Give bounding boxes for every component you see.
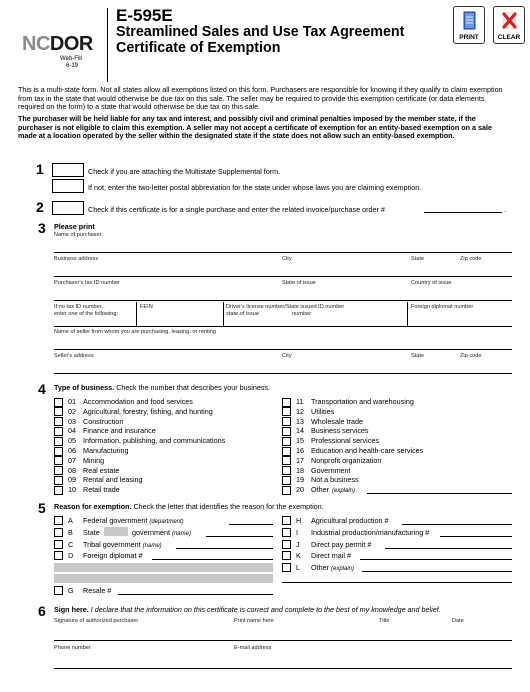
- type-of-business-instruction: Check the number that describes your business.: [116, 383, 270, 392]
- business-type-row: [54, 456, 104, 466]
- reason-j-label: Direct pay permit #: [311, 540, 372, 549]
- seller-state-label: State: [411, 353, 425, 359]
- name-of-purchaser-field[interactable]: [54, 252, 512, 253]
- liability-paragraph: The purchaser will be held liable for any tax and interest, and possibly civil and criminal penalties imposed by the member state, if the purchaser is not eligible to claim this exemption. A seller may not accept a certificate of exemption for an entity-based exemption on a sale made at a location operated by the seller within the designated state if the state does not allow such an entity-based exemption.: [18, 114, 492, 141]
- business-type-label: Wholesale trade: [311, 416, 363, 426]
- section-6-number: 6: [38, 603, 46, 619]
- email-label: E-mail address: [234, 645, 272, 651]
- business-type-code: 07: [68, 455, 76, 465]
- reason-a-text: Federal government: [83, 516, 148, 525]
- reason-l-text: Other: [311, 563, 329, 572]
- business-type-code: 19: [296, 475, 304, 485]
- reason-g-checkbox[interactable]: [54, 586, 63, 595]
- business-type-row: [282, 456, 381, 466]
- revision-label: 6-19: [66, 63, 79, 69]
- business-type-code: 16: [296, 446, 304, 455]
- seller-name-field[interactable]: [54, 349, 512, 350]
- business-type-checkbox[interactable]: [282, 476, 291, 485]
- business-type-label: Not a business: [311, 475, 359, 485]
- reason-c-text: Tribal government: [83, 540, 141, 549]
- reason-i-field[interactable]: [440, 536, 512, 537]
- reason-h-checkbox[interactable]: [282, 516, 291, 525]
- state-label: State: [411, 256, 425, 262]
- business-type-checkbox[interactable]: [54, 486, 63, 495]
- reason-c-checkbox[interactable]: [54, 540, 63, 549]
- reason-b-state-label: State: [83, 528, 100, 537]
- business-type-checkbox[interactable]: [54, 456, 63, 465]
- reason-h-letter: H: [296, 516, 302, 525]
- business-type-row: [54, 446, 129, 456]
- reason-j-letter: J: [296, 540, 300, 549]
- reason-k-field[interactable]: [360, 559, 512, 560]
- reason-k-letter: K: [296, 551, 301, 560]
- business-type-row: [282, 436, 379, 446]
- signature-label: Signature of authorized purchaser: [54, 618, 139, 624]
- reason-c-note: (name): [142, 543, 162, 549]
- title-line-1: Streamlined Sales and Use Tax Agreement: [116, 24, 405, 40]
- business-type-checkbox[interactable]: [282, 447, 291, 456]
- business-type-other-field[interactable]: [367, 493, 512, 494]
- diplomat-divider: [407, 302, 408, 326]
- print-name-label: Print name here: [234, 618, 274, 624]
- fein-divider: [136, 302, 137, 326]
- reason-h-field[interactable]: [402, 524, 512, 525]
- reason-g-label: Resale #: [83, 586, 112, 595]
- business-address-field[interactable]: [54, 276, 512, 277]
- title-line-2: Certificate of Exemption: [116, 40, 281, 56]
- no-tax-id-label-2: enter one of the following:: [54, 311, 119, 317]
- reason-a-label: [83, 516, 184, 525]
- business-type-checkbox[interactable]: [282, 398, 291, 407]
- reason-c-letter: C: [68, 540, 74, 549]
- business-type-row: [282, 446, 423, 456]
- reason-j-field[interactable]: [385, 548, 512, 549]
- title-label: Title: [379, 618, 390, 624]
- reason-e-redacted-row: [54, 563, 273, 572]
- business-type-label: Rental and leasing: [83, 475, 143, 485]
- sign-here-heading: [54, 605, 441, 614]
- phone-label: Phone number: [54, 645, 91, 651]
- print-icon: [462, 11, 477, 30]
- reason-l-label: [311, 563, 354, 572]
- business-type-row: [54, 485, 120, 495]
- reason-a-letter: A: [68, 516, 73, 525]
- type-of-business-heading: [54, 383, 270, 392]
- business-type-code: 03: [68, 416, 76, 426]
- reason-d-field[interactable]: [152, 559, 273, 560]
- business-type-label: Professional services: [311, 436, 379, 446]
- intro-paragraph: This is a multi-state form. Not all states allow all exemptions listed on this form. Purchasers are responsible for knowing if they qualify to claim exemption from tax in the state that would otherwise be due tax on this sale. The seller may be required to provide this exemption certificate (or data elements required on the form) to a state that would otherwise be due tax on this sale.: [18, 85, 503, 112]
- business-type-checkbox[interactable]: [282, 486, 291, 495]
- tax-id-label: Purchaser's tax ID number: [54, 280, 121, 286]
- section-1-number: 1: [36, 161, 44, 177]
- reason-b-state-field[interactable]: [104, 527, 128, 536]
- reason-i-label: Industrial production/manufacturing #: [311, 528, 430, 537]
- business-type-note: (explain): [331, 488, 355, 495]
- reason-b-letter: B: [68, 528, 73, 537]
- business-type-checkbox[interactable]: [54, 476, 63, 485]
- seller-address-field[interactable]: [54, 373, 512, 374]
- name-of-purchaser-label: Name of purchaser: [54, 232, 102, 238]
- reason-l-field-2[interactable]: [282, 582, 512, 583]
- phone-email-field[interactable]: [54, 668, 512, 669]
- reason-a-field[interactable]: [229, 524, 273, 525]
- business-type-code: 02: [68, 406, 76, 416]
- business-type-checkbox[interactable]: [282, 427, 291, 436]
- print-button[interactable]: [453, 6, 485, 44]
- business-type-label: Agricultural, forestry, fishing, and hunting: [83, 406, 213, 416]
- fein-label[interactable]: FEIN: [140, 304, 153, 310]
- business-type-label: Education and health-care services: [311, 446, 424, 455]
- business-type-checkbox[interactable]: [54, 398, 63, 407]
- business-type-code: 04: [68, 426, 76, 436]
- business-type-code: 08: [68, 465, 76, 475]
- business-type-code: 06: [68, 446, 76, 455]
- reason-c-field[interactable]: [176, 548, 273, 549]
- business-type-code: 12: [296, 406, 304, 416]
- city-label: City: [282, 256, 292, 262]
- section-2-period: .: [504, 205, 506, 214]
- multistate-supplemental-label: Check if you are attaching the Multistate Supplemental form.: [88, 167, 281, 176]
- business-type-row: [54, 475, 143, 485]
- date-label: Date: [452, 618, 464, 624]
- form-title: [116, 24, 404, 56]
- reason-k-label: Direct mail #: [311, 551, 351, 560]
- section-2-number: 2: [36, 199, 44, 215]
- business-type-row: [282, 426, 369, 436]
- reason-i-checkbox[interactable]: [282, 528, 291, 537]
- zip-label: Zip code: [460, 256, 482, 262]
- business-type-row: [282, 397, 414, 407]
- business-type-row: [54, 397, 193, 407]
- business-type-code: 01: [68, 397, 76, 406]
- business-type-label: Finance and insurance: [83, 426, 156, 436]
- business-type-checkbox[interactable]: [282, 466, 291, 475]
- business-type-row: [282, 475, 359, 485]
- signature-field[interactable]: [54, 640, 512, 641]
- business-type-checkbox[interactable]: [54, 447, 63, 456]
- reason-i-letter: I: [296, 528, 298, 537]
- clear-icon: [502, 11, 517, 30]
- business-type-code: 15: [296, 436, 304, 446]
- seller-city-label: City: [282, 353, 292, 359]
- business-type-checkbox[interactable]: [54, 417, 63, 426]
- reason-l-letter: L: [296, 563, 300, 572]
- business-type-label: Government: [311, 465, 351, 475]
- reason-b-note: (name): [171, 531, 191, 537]
- foreign-diplomat-label[interactable]: Foreign diplomat number: [411, 304, 474, 310]
- business-type-label: Mining: [83, 455, 105, 465]
- dl-number-label: number: [292, 311, 311, 317]
- reason-instruction: Check the letter that identifies the reason for the exemption.: [133, 502, 324, 511]
- logo-nc: NC: [22, 33, 50, 55]
- please-print-heading: Please print: [54, 222, 95, 231]
- business-type-code: 11: [296, 397, 304, 406]
- business-type-label: Manufacturing: [83, 446, 129, 455]
- section-3-number: 3: [38, 220, 46, 236]
- reason-g-letter: G: [68, 586, 74, 595]
- reason-l-field[interactable]: [362, 571, 512, 572]
- business-type-checkbox[interactable]: [54, 437, 63, 446]
- reason-title: Reason for exemption.: [54, 502, 132, 511]
- business-type-row: [54, 407, 213, 417]
- reason-b-gov-label: [132, 528, 191, 537]
- business-type-row: [54, 426, 156, 436]
- business-type-checkbox[interactable]: [282, 407, 291, 416]
- business-type-checkbox[interactable]: [282, 417, 291, 426]
- reason-b-checkbox[interactable]: [54, 528, 63, 537]
- reason-d-checkbox[interactable]: [54, 551, 63, 560]
- business-type-label: Other: [311, 485, 329, 495]
- reason-d-letter: D: [68, 551, 74, 560]
- business-type-label: Accommodation and food services: [83, 397, 193, 406]
- reason-j-checkbox[interactable]: [282, 540, 291, 549]
- state-abbreviation-label: If not, enter the two-letter postal abbreviation for the state under whose laws you are claiming exemption.: [88, 183, 422, 192]
- reason-b-gov-text: government: [132, 528, 170, 537]
- business-type-label: Construction: [83, 416, 124, 426]
- country-of-issue-label: Country of issue: [411, 280, 452, 286]
- business-type-row: [282, 485, 355, 495]
- clear-button[interactable]: [493, 6, 525, 44]
- invoice-number-field[interactable]: [424, 212, 502, 213]
- reason-for-exemption-heading: [54, 502, 324, 511]
- business-address-label: Business address: [54, 256, 99, 262]
- reason-k-checkbox[interactable]: [282, 551, 291, 560]
- dl-state-of-issue-label: state of issue: [226, 311, 259, 317]
- reason-b-field[interactable]: [206, 536, 273, 537]
- single-purchase-label: Check if this certificate is for a single purchase and enter the related invoice/purchase order #: [88, 205, 385, 214]
- form-number: E-595E: [116, 6, 173, 25]
- business-type-row: [282, 407, 334, 417]
- no-tax-id-label-1: If no tax ID number,: [54, 304, 103, 310]
- business-type-code: 20: [296, 485, 304, 495]
- business-type-checkbox[interactable]: [54, 427, 63, 436]
- id-field-line: [54, 326, 512, 327]
- tax-id-field[interactable]: [54, 300, 512, 301]
- header-divider: [107, 8, 108, 82]
- ncdor-logo: [22, 33, 93, 56]
- business-type-checkbox[interactable]: [282, 437, 291, 446]
- reason-a-note: (department): [149, 519, 184, 525]
- business-type-checkbox[interactable]: [282, 456, 291, 465]
- declaration-text: I declare that the information on this certificate is correct and complete to the best of my knowledge and belief.: [90, 605, 441, 614]
- section-5-number: 5: [38, 500, 46, 516]
- business-type-label: Real estate: [83, 465, 120, 475]
- reason-f-redacted-row: [54, 574, 273, 583]
- multistate-supplemental-checkbox[interactable]: [52, 163, 84, 177]
- business-type-code: 09: [68, 475, 76, 485]
- business-type-row: [54, 436, 225, 446]
- section-4-number: 4: [38, 381, 46, 397]
- reason-c-label: [83, 540, 162, 549]
- logo-dor: DOR: [49, 33, 93, 55]
- business-type-label: Business services: [311, 426, 369, 436]
- print-button-label: PRINT: [459, 34, 479, 41]
- state-abbreviation-field[interactable]: [52, 179, 84, 193]
- web-fill-label: Web-Fill: [60, 56, 82, 62]
- reason-d-label: Foreign diplomat #: [83, 551, 143, 560]
- state-of-issue-label: State of issue: [282, 280, 316, 286]
- business-type-row: [54, 417, 123, 427]
- seller-address-label: Seller's address: [54, 353, 94, 359]
- business-type-label: Nonprofit organization: [311, 455, 382, 465]
- business-type-code: 10: [68, 485, 76, 495]
- business-type-row: [282, 417, 363, 427]
- business-type-checkbox[interactable]: [54, 407, 63, 416]
- business-type-code: 13: [296, 416, 304, 426]
- seller-zip-label: Zip code: [460, 353, 482, 359]
- reason-l-checkbox[interactable]: [282, 563, 291, 572]
- reason-l-note: (explain): [330, 566, 354, 572]
- clear-button-label: CLEAR: [497, 34, 521, 41]
- sign-here-title: Sign here.: [54, 605, 89, 614]
- business-type-code: 18: [296, 465, 304, 475]
- seller-name-label: Name of seller from whom you are purchasing, leasing, or renting: [54, 329, 216, 335]
- business-type-label: Retail trade: [83, 485, 120, 495]
- business-type-label: Information, publishing, and communications: [83, 436, 226, 446]
- drivers-license-label[interactable]: Driver's license number/State issued ID number: [226, 304, 345, 310]
- business-type-code: 05: [68, 436, 76, 446]
- business-type-code: 17: [296, 455, 304, 465]
- business-type-checkbox[interactable]: [54, 466, 63, 475]
- single-purchase-checkbox[interactable]: [52, 201, 84, 215]
- type-of-business-title: Type of business.: [54, 383, 115, 392]
- business-type-row: [282, 466, 351, 476]
- reason-h-label: Agricultural production #: [311, 516, 389, 525]
- business-type-code: 14: [296, 426, 304, 436]
- reason-g-field[interactable]: [118, 594, 273, 595]
- reason-a-checkbox[interactable]: [54, 516, 63, 525]
- dl-divider: [223, 302, 224, 326]
- business-type-label: Transportation and warehousing: [311, 397, 414, 406]
- business-type-label: Utilities: [311, 406, 335, 416]
- business-type-row: [54, 466, 119, 476]
